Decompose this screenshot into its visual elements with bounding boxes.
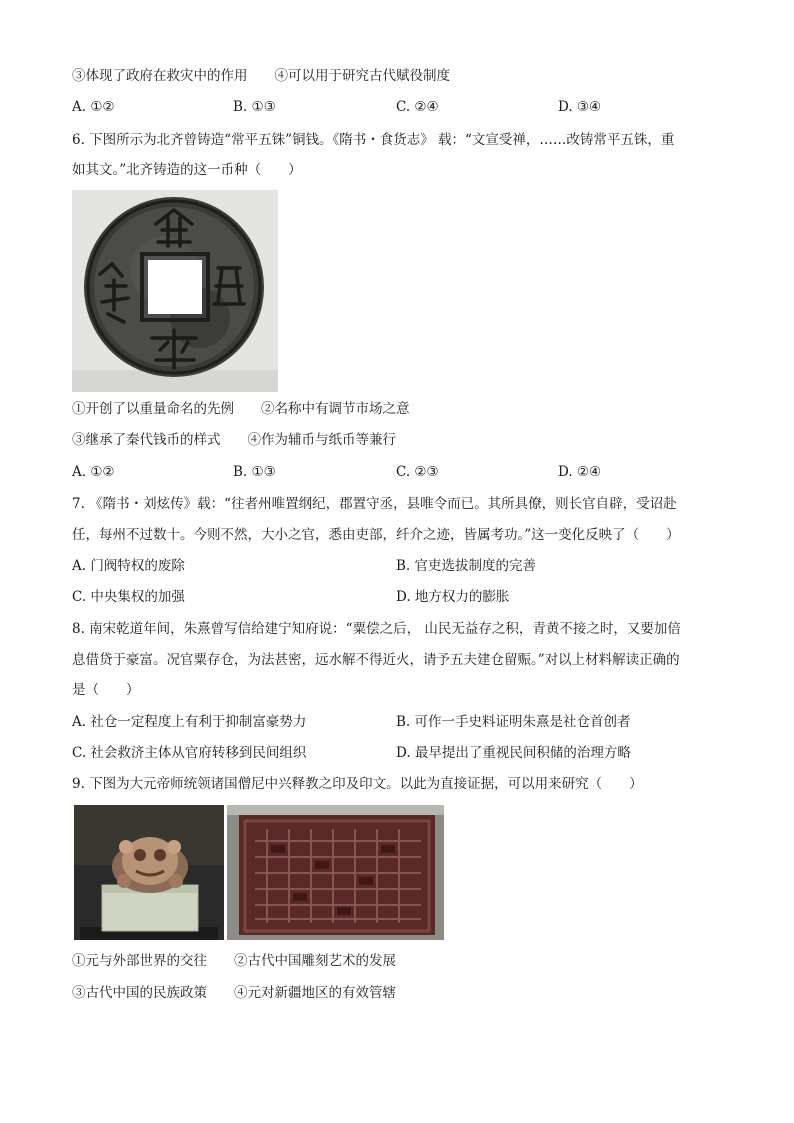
- changping-wuzhu-coin-illustration: [72, 190, 278, 392]
- q7-option-c[interactable]: C. 中央集权的加强: [72, 589, 185, 605]
- q5-option-a[interactable]: A. ①②: [72, 99, 115, 115]
- q9-statement-line-1: ①元与外部世界的交往 ②古代中国雕刻艺术的发展: [72, 953, 396, 969]
- q8-option-b[interactable]: B. 可作一手史料证明朱熹是社仓首创者: [396, 714, 631, 730]
- q8-option-d[interactable]: D. 最早提出了重视民间积储的治理方略: [396, 745, 631, 761]
- q9-stem-line-1: 9. 下图为大元帝师统领诸国僧尼中兴释教之印及印文。以此为直接证据，可以用来研究（ ）: [72, 776, 643, 792]
- q6-stem-line-2: 如其文。”北齐铸造的这一币种（ ）: [72, 162, 302, 178]
- seal-script-impression-illustration: [227, 805, 444, 940]
- q6-statement-line-1: ①开创了以重量命名的先例 ②名称中有调节市场之意: [72, 401, 410, 417]
- q9-statement-line-2: ③古代中国的民族政策 ④元对新疆地区的有效管辖: [72, 985, 396, 1001]
- q7-option-d[interactable]: D. 地方权力的膨胀: [396, 589, 510, 605]
- q8-option-c[interactable]: C. 社会救济主体从官府转移到民间组织: [72, 745, 307, 761]
- q8-option-a[interactable]: A. 社仓一定程度上有利于抑制富豪势力: [72, 714, 307, 730]
- q7-stem-line-1: 7. 《隋书・刘炫传》载：“往者州唯置纲纪，郡置守丞，县唯令而已。其所具僚，则长官自辟，受诏赴: [72, 496, 677, 512]
- q8-stem-line-2: 息借贷于豪富。况官粟存仓，为法甚密，远水解不得近火，请予五夫建仓留赈。”对以上材料解读正确的: [72, 652, 680, 668]
- q5-option-b[interactable]: B. ①③: [233, 99, 276, 115]
- q7-option-b[interactable]: B. 官吏选拔制度的完善: [396, 558, 537, 574]
- jade-seal-illustration: [74, 805, 224, 940]
- coin-image: [72, 190, 278, 392]
- q6-option-d[interactable]: D. ②④: [558, 464, 602, 480]
- q6-stem-line-1: 6. 下图所示为北齐曾铸造“常平五铢”铜钱。《隋书・食货志》 载：“文宣受禅，……改铸常平五铢，重: [72, 132, 675, 148]
- q5-statement-line: ③体现了政府在救灾中的作用 ④可以用于研究古代赋役制度: [72, 68, 450, 84]
- q7-stem-line-2: 任，每州不过数十。今则不然，大小之官，悉由吏部，纤介之迹，皆属考功。”这一变化反映了（ ）: [72, 527, 680, 543]
- q6-option-b[interactable]: B. ①③: [233, 464, 276, 480]
- q8-stem-line-3: 是（ ）: [72, 682, 140, 698]
- q6-option-a[interactable]: A. ①②: [72, 464, 115, 480]
- q7-option-a[interactable]: A. 门阀特权的废除: [72, 558, 185, 574]
- seal-photo: [74, 805, 224, 940]
- q6-option-c[interactable]: C. ②③: [396, 464, 439, 480]
- seal-impression-photo: [227, 805, 444, 940]
- q5-option-c[interactable]: C. ②④: [396, 99, 439, 115]
- q5-option-d[interactable]: D. ③④: [558, 99, 602, 115]
- q6-statement-line-2: ③继承了秦代钱币的样式 ④作为辅币与纸币等兼行: [72, 432, 396, 448]
- q8-stem-line-1: 8. 南宋乾道年间，朱熹曾写信给建宁知府说：“粟偿之后， 山民无益存之积，青黄不接之时，又要加倍: [72, 621, 681, 637]
